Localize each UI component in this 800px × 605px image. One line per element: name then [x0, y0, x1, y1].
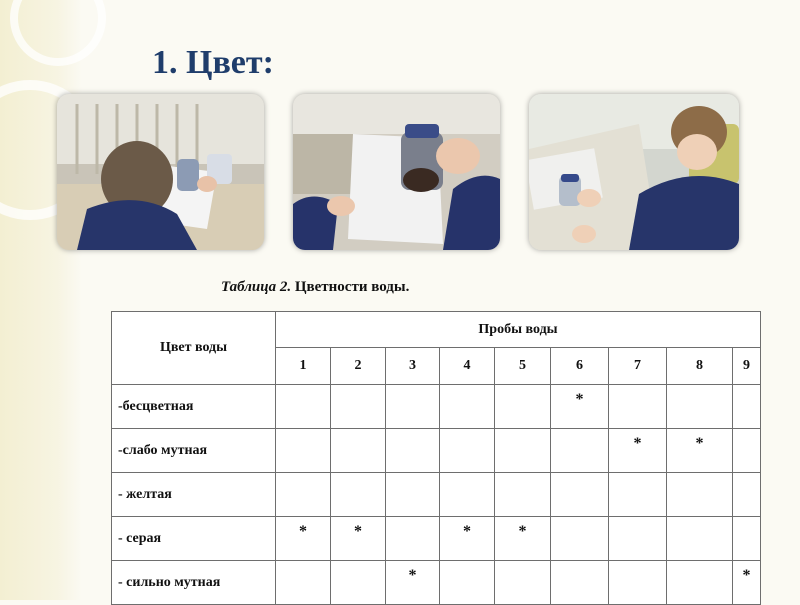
mark-cell: [551, 429, 609, 473]
row-label: - сильно мутная: [112, 561, 276, 605]
mark-cell: *: [440, 517, 495, 561]
mark-cell: *: [551, 385, 609, 429]
sample-number-8: 8: [667, 348, 733, 385]
photo-hands-jar-paper-closeup: [293, 94, 500, 250]
mark-cell: *: [386, 561, 440, 605]
mark-cell: [609, 385, 667, 429]
mark-cell: [386, 517, 440, 561]
table-row: [112, 385, 761, 429]
mark-cell: [495, 561, 551, 605]
mark-cell: [331, 385, 386, 429]
mark-cell: [551, 517, 609, 561]
row-label: -бесцветная: [112, 385, 276, 429]
mark-cell: *: [331, 517, 386, 561]
sample-number-2: 2: [331, 348, 386, 385]
mark-cell: [276, 429, 331, 473]
table-row: [112, 561, 761, 605]
mark-cell: [609, 473, 667, 517]
mark-cell: [276, 561, 331, 605]
mark-cell: *: [495, 517, 551, 561]
mark-cell: [495, 385, 551, 429]
table-row: [112, 517, 761, 561]
mark-cell: [386, 385, 440, 429]
mark-cell: [667, 517, 733, 561]
water-color-table: [111, 311, 761, 605]
table-caption: [221, 279, 409, 296]
mark-cell: [386, 429, 440, 473]
mark-cell: [331, 429, 386, 473]
mark-cell: [440, 385, 495, 429]
row-label: - желтая: [112, 473, 276, 517]
mark-cell: [609, 517, 667, 561]
mark-cell: [609, 561, 667, 605]
caption-prefix: Таблица 2.: [221, 279, 292, 295]
mark-cell: [331, 473, 386, 517]
mark-cell: [667, 473, 733, 517]
photo-boy-holding-jar-behind-paper: [57, 94, 264, 250]
slide-title: 1. Цвет:: [152, 44, 274, 81]
row-label: -слабо мутная: [112, 429, 276, 473]
mark-cell: [667, 561, 733, 605]
sample-number-3: 3: [386, 348, 440, 385]
mark-cell: [733, 517, 761, 561]
sample-number-1: 1: [276, 348, 331, 385]
mark-cell: [440, 561, 495, 605]
mark-cell: [733, 385, 761, 429]
mark-cell: [733, 429, 761, 473]
sample-number-9: 9: [733, 348, 761, 385]
mark-cell: [733, 473, 761, 517]
mark-cell: [276, 473, 331, 517]
table-row: [112, 473, 761, 517]
mark-cell: [440, 473, 495, 517]
mark-cell: [386, 473, 440, 517]
mark-cell: *: [667, 429, 733, 473]
mark-cell: *: [609, 429, 667, 473]
sample-number-4: 4: [440, 348, 495, 385]
mark-cell: [667, 385, 733, 429]
mark-cell: [276, 385, 331, 429]
sample-number-7: 7: [609, 348, 667, 385]
mark-cell: [331, 561, 386, 605]
sample-number-5: 5: [495, 348, 551, 385]
mark-cell: [551, 561, 609, 605]
mark-cell: [495, 473, 551, 517]
mark-cell: [495, 429, 551, 473]
photo-boy-holding-jar-at-desk: [529, 94, 739, 250]
mark-cell: [440, 429, 495, 473]
header-water-samples: Пробы воды: [276, 312, 761, 348]
sample-number-6: 6: [551, 348, 609, 385]
table-row: [112, 429, 761, 473]
row-label: - серая: [112, 517, 276, 561]
caption-text: Цветности воды.: [291, 279, 410, 295]
mark-cell: *: [276, 517, 331, 561]
mark-cell: [551, 473, 609, 517]
mark-cell: *: [733, 561, 761, 605]
header-water-color: Цвет воды: [112, 312, 276, 385]
